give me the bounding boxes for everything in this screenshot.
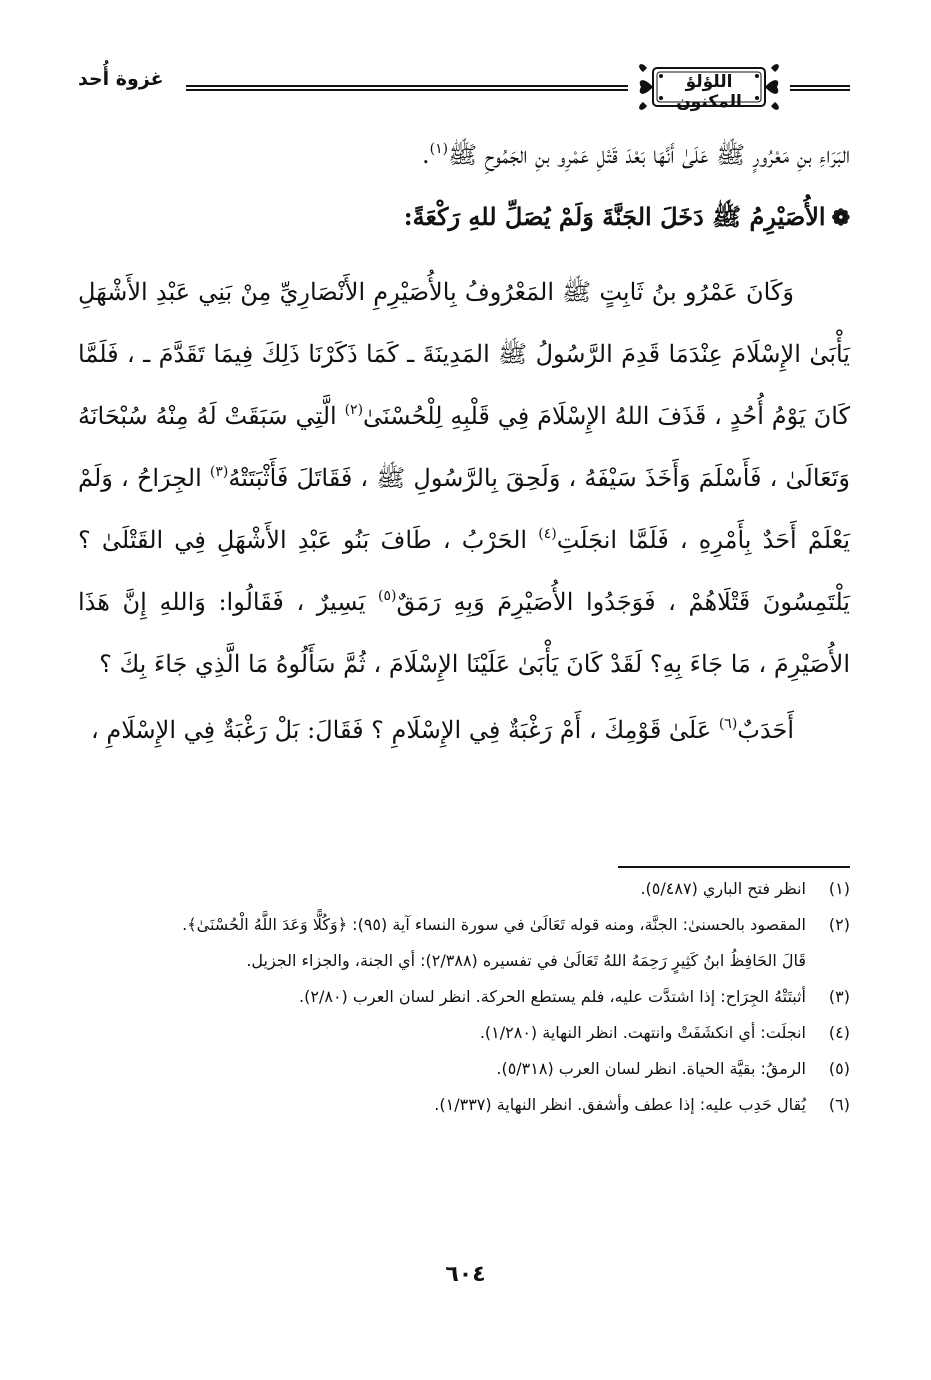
book-title-cartouche	[633, 58, 785, 116]
paragraph-1	[78, 124, 850, 186]
footnote-text: أثبتَتْهُ الجِرَاح: إذا اشتدَّت عليه، فلم يستطع الحركة. انظر لسان العرب (٢/٨٠).	[299, 987, 806, 1006]
footnote-text: المقصود بالحسنىٰ: الجنَّة، ومنه قوله تَعَالَىٰ في سورة النساء آية (٩٥): ﴿وَكُلًّا وَعَدَ اللَّهُ الْحُسْنَىٰ﴾.	[182, 915, 806, 934]
flower-ornament-icon: ❁	[831, 205, 850, 231]
main-text	[78, 124, 850, 761]
footnote-item	[78, 1090, 850, 1120]
footnote-continuation: قَالَ الحَافِظُ ابنُ كَثِيرٍ رَحِمَهُ اللهُ تَعَالَىٰ في تفسيره (٢/٣٨٨): أي الجنة، والجزاء الجزيل.	[246, 951, 806, 970]
footnotes	[78, 874, 850, 1126]
book-title: اللؤلؤ المكنون	[676, 72, 742, 112]
paragraph-3	[78, 699, 850, 761]
text-span: وَكَانَ عَمْرُو بنُ ثَابِتٍ ﷺ المَعْرُوفُ بِالأُصَيْرِمِ الأَنْصَارِيِّ مِنْ بَنِي عَبْدِ الأَشْهَلِ يَأْبَىٰ الإِسْلَامَ عِنْدَمَا قَدِمَ الرَّسُولُ ﷺ المَدِينَةَ ـ كَمَا ذَكَرْنَا ذَلِكَ فِيمَا تَقَدَّمَ ـ ، فَلَمَّا كَانَ يَوْمُ أُحُدٍ ، قَذَفَ اللهُ الإِسْلَامَ فِي قَلْبِهِ لِلْحُسْنَىٰ	[78, 278, 850, 430]
footnote-item	[78, 874, 850, 904]
footnote-text: انجلَت: أي انكشَفَتْ وانتهت. انظر النهاية (١/٢٨٠).	[479, 1023, 806, 1042]
footnote-number: (٣)	[828, 987, 850, 1006]
text-span: الجِرَاحُ ، وَلَمْ يَعْلَمْ أَحَدٌ بِأَمْرِهِ ، فَلَمَّا انجَلَتِ	[78, 464, 850, 554]
footnote-ref-1: (١)	[429, 141, 449, 157]
footnote-ref-2: (٢)	[344, 402, 364, 418]
section-title: غزوة أُحد	[78, 68, 164, 90]
text-span: البَرَاءِ بنِ مَعْرُورٍ ﷺ عَلَىٰ أَنَّهَا بَعْدَ قَتْلِ عَمْرِو بنِ الجَمُوحِ ﷺ	[448, 141, 850, 169]
footnote-number: (٥)	[828, 1059, 850, 1078]
text-span: الَّتِي سَبَقَتْ لَهُ مِنْهُ سُبْحَانَهُ وَتَعَالَىٰ ، فَأَسْلَمَ وَأَخَذَ سَيْفَهُ ، وَلَحِقَ بِالرَّسُولِ ﷺ ، فَقَاتَلَ فَأَثْبَتَتْهُ	[78, 402, 851, 492]
running-header	[78, 48, 850, 118]
footnote-separator	[618, 866, 850, 868]
footnote-ref-4: (٤)	[538, 526, 557, 542]
footnote-ref-6: (٦)	[718, 716, 738, 732]
header-rule-right	[790, 85, 850, 91]
paragraph-2	[78, 261, 850, 695]
footnote-item	[78, 1054, 850, 1084]
footnote-number: (٤)	[828, 1023, 850, 1042]
footnote-text: انظر فتح الباري (٥/٤٨٧).	[640, 879, 806, 898]
text-span: يَسِيرٌ ، فَقَالُوا: وَاللهِ إِنَّ هَذَا الأُصَيْرِمَ ، مَا جَاءَ بِهِ؟ لَقَدْ كَانَ يَأْبَىٰ عَلَيْنَا الإِسْلَامَ ، ثُمَّ سَأَلُوهُ مَا الَّذِي جَاءَ بِكَ ؟	[78, 588, 850, 678]
page-number: ٦٠٤	[445, 1262, 486, 1287]
footnote-ref-5: (٥)	[378, 588, 397, 604]
footnote-number: (٦)	[828, 1095, 850, 1114]
footnote-item	[78, 910, 850, 940]
footnote-ref-3: (٣)	[209, 464, 229, 480]
footnote-item	[78, 982, 850, 1012]
header-rule-left	[186, 85, 628, 91]
text-span: الحَرْبُ ، طَافَ بَنُو عَبْدِ الأَشْهَلِ فِي القَتْلَىٰ ؟ يَلْتَمِسُونَ قَتْلَاهُمْ ، فَوَجَدُوا الأُصَيْرِمَ وَبِهِ رَمَقٌ	[78, 526, 850, 616]
text-span: .	[421, 141, 430, 169]
footnote-number: (٢)	[828, 915, 850, 934]
text-span: أَحَدَبٌ	[737, 716, 794, 744]
footnote-text: يُقال حَدِب عليه: إذا عطف وأشفق. انظر النهاية (١/٣٣٧).	[434, 1095, 806, 1114]
text-span: عَلَىٰ قَوْمِكَ ، أَمْ رَغْبَةٌ فِي الإِسْلَامِ ؟ فَقَالَ: بَلْ رَغْبَةٌ فِي الإِسْلَامِ ،	[90, 716, 719, 744]
footnote-number: (١)	[828, 879, 850, 898]
section-heading	[78, 186, 850, 249]
footnote-item	[78, 1018, 850, 1048]
footnote-text: الرمقُ: بقيَّة الحياة. انظر لسان العرب (٥/٣١٨).	[496, 1059, 806, 1078]
heading-text: الأُصَيْرِمُ ﷺ دَخَلَ الجَنَّةَ وَلَمْ يُصَلِّ للهِ رَكْعَةً:	[403, 202, 826, 231]
